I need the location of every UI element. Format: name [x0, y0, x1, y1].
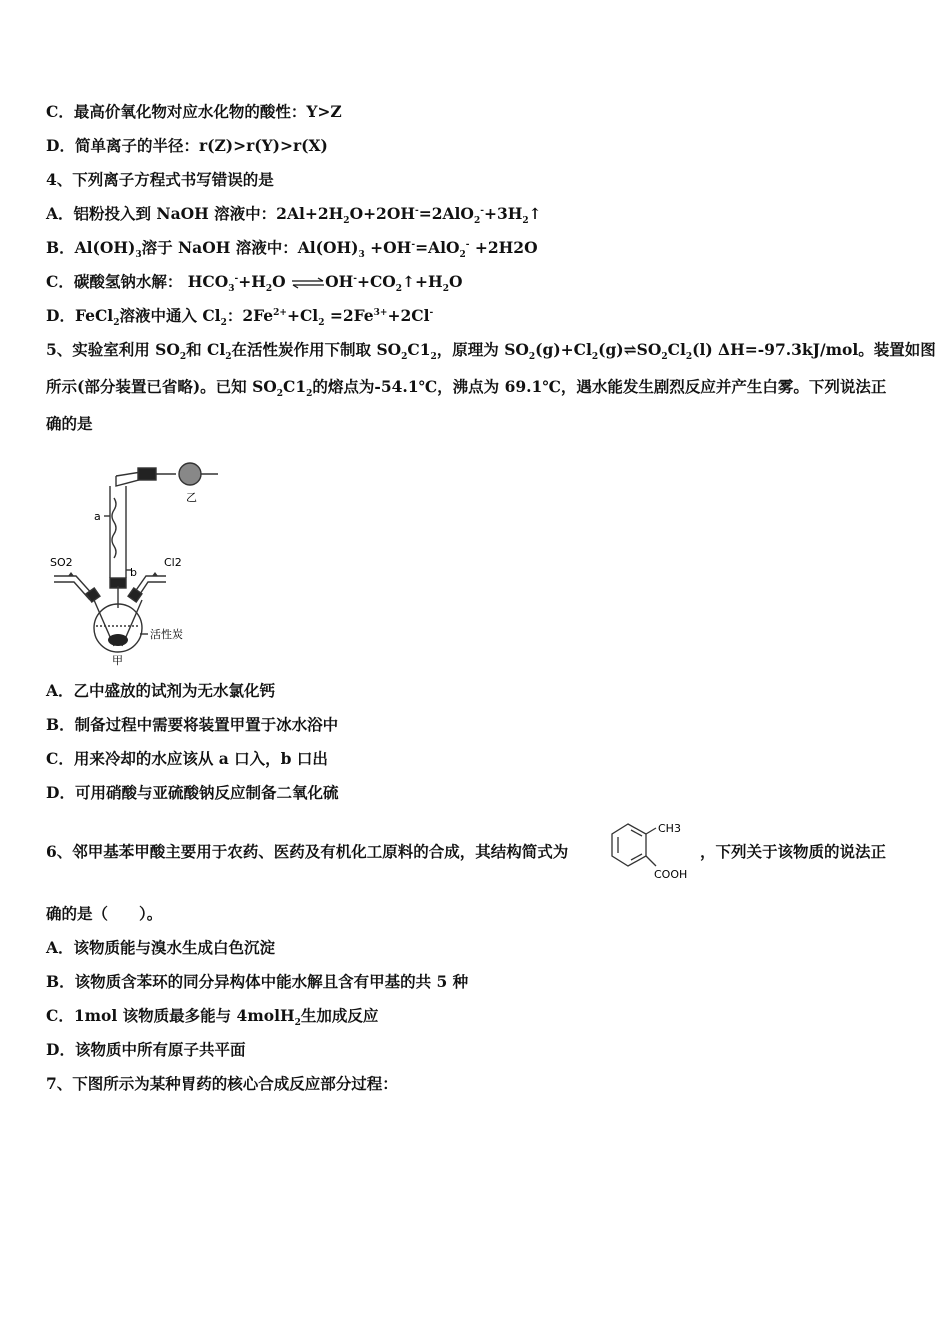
label-cl2: Cl2	[164, 556, 182, 569]
o-toluic-acid-structure	[608, 818, 708, 884]
equilibrium-arrow-icon	[291, 277, 325, 289]
q5-option-a: A．乙中盛放的试剂为无水氯化钙	[46, 681, 276, 700]
label-so2: SO2	[50, 556, 73, 569]
q4-option-a: A．铝粉投入到 NaOH 溶液中：$2Al+2H_2O+2OH^-=2AlO_2^-+3H_2↑$	[46, 204, 542, 227]
label-jia: 甲	[112, 654, 123, 667]
q6-option-d: D．该物质中所有原子共平面	[46, 1040, 246, 1059]
q5-option-c: C．用来冷却的水应该从 a 口入，b 口出	[46, 749, 328, 768]
label-yi: 乙	[186, 491, 197, 504]
q5-option-d: D．可用硝酸与亚硫酸钠反应制备二氧化硫	[46, 783, 339, 802]
apparatus-figure	[46, 458, 226, 668]
q5-stem-line-3: 确的是	[46, 414, 93, 433]
q6-stem-line-1a: 6、邻甲基苯甲酸主要用于农药、医药及有机化工原料的合成，其结构简式为	[46, 842, 569, 861]
q4-option-b: B．$Al(OH)_3$溶于 NaOH 溶液中：$Al(OH)_3 +OH^-=AlO_2^- +2H2O$	[46, 238, 538, 261]
q4-stem: 4、下列离子方程式书写错误的是	[46, 170, 274, 189]
q4-option-c: C．碳酸氢钠水解： $HCO_3^-+H_2O$ $OH^-+CO_2↑+H_2O$	[46, 272, 463, 295]
q4-option-d: D．FeCl$_2$溶液中通入 $Cl_2$：$2Fe^{2+}+Cl_2 =2Fe^{3+}+2Cl^-$	[46, 306, 434, 329]
q6-option-b: B．该物质含苯环的同分异构体中能水解且含有甲基的共 5 种	[46, 972, 469, 991]
q5-stem-line-2: 所示(部分装置已省略)。已知 $SO_2C1_2$的熔点为-54.1℃，沸点为 69.1℃，遇水能发生剧烈反应并产生白雾。下列说法正	[46, 377, 887, 400]
q3-option-d: D．简单离子的半径：r(Z)>r(Y)>r(X)	[46, 136, 328, 155]
label-b: b	[130, 566, 137, 579]
label-activated-carbon: 活性炭	[150, 628, 183, 641]
label-a: a	[94, 510, 101, 523]
q6-stem-line-1b: ，下列关于该物质的说法正	[700, 842, 887, 861]
q6-stem-line-2: 确的是（ ）。	[46, 904, 163, 923]
cooh-label: COOH	[654, 868, 688, 881]
q3-option-c: C．最高价氧化物对应水化物的酸性：Y>Z	[46, 102, 342, 121]
q5-option-b: B．制备过程中需要将装置甲置于冰水浴中	[46, 715, 339, 734]
q6-option-c: C．1mol 该物质最多能与 4molH$_2$生加成反应	[46, 1006, 379, 1029]
q7-stem: 7、下图所示为某种胃药的核心合成反应部分过程：	[46, 1074, 398, 1093]
q6-option-a: A．该物质能与溴水生成白色沉淀	[46, 938, 276, 957]
q5-stem-line-1: 5、实验室利用 $SO_2$和 $Cl_2$在活性炭作用下制取 $SO_2C1_2$，原理为 $SO_2(g)+Cl_2(g)\rightleftharpoons SO_2Cl_2(l)$ ΔH=-97.3kJ/mol。装置如图	[46, 340, 936, 363]
ch3-label: CH3	[658, 822, 681, 835]
